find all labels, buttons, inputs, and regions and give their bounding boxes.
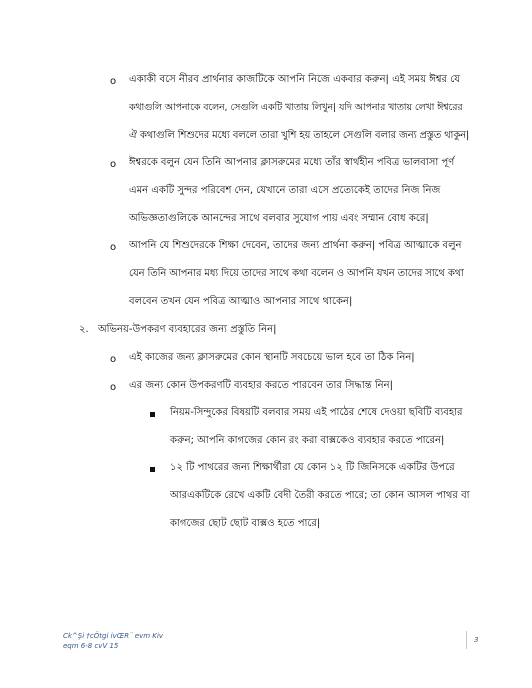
section-number: ২.: [79, 324, 89, 335]
paragraph-line: এই কাজের জন্য ক্লাসরুমের কোন স্থানটি সবচেয়ে ভাল হবে তা ঠিক নিন|: [129, 352, 415, 363]
paragraph-line: ১২ টি পাথরের জন্য শিক্ষার্থীরা যে কোন ১২ টি জিনিসকে একটির উপরে: [170, 462, 455, 473]
paragraph-line: যেন তিনি আপনার মধ্য দিয়ে তাদের সাথে কথা বলেন ও আপনি যখন তাদের সাথে কথা: [129, 268, 464, 279]
square-bullet: [150, 467, 155, 472]
paragraph-line: একাকী বসে নীরব প্রার্থনার কাজটিকে আপনি নিজে একবার করুন| এই সময় ঈশ্বর যে: [129, 74, 461, 85]
bullet-marker: o: [110, 354, 117, 365]
paragraph-line: নিয়ম-সিন্দুকের বিষয়টি বলবার সময় এই পাঠের শেষে দেওয়া ছবিটি ব্যবহার: [170, 407, 463, 418]
paragraph-line: আরএকটিকে রেখে একটি বেদী তৈরী করতে পারে; তা কোন আসল পাথর বা: [170, 490, 470, 501]
bullet-marker: o: [110, 76, 117, 87]
footer-subtitle: eqm 6-8 cvV 15: [63, 642, 119, 650]
paragraph-line: বলবেন তখন যেন পবিত্র আত্মাও আপনার সাথে থাকেন|: [129, 296, 353, 307]
paragraph-line: এর জন্য কোন উপকরণটি ব্যবহার করতে পারবেন তার সিদ্ধান্ত নিন|: [129, 380, 393, 391]
bullet-marker: o: [110, 159, 117, 170]
section-heading: অভিনয়-উপকরণ ব্যবহারের জন্য প্রস্তুতি নিন|: [98, 324, 277, 335]
paragraph-line: ঈশ্বরকে বলুন যেন তিনি আপনার ক্লাসরুমের মধ্যে তাঁর স্বার্থহীন পবিত্র ভালবাসা পূর্ণ: [129, 157, 455, 168]
square-bullet: [150, 412, 155, 417]
bullet-marker: o: [110, 382, 117, 393]
footer-divider: [466, 631, 467, 649]
paragraph-line: করুন; আপনি কাগজের কোন রং করা বাক্সকেও ব্যবহার করতে পারেন|: [170, 435, 445, 446]
paragraph-line: কথাগুলি আপনাকে বলেন, সেগুলি একটি খাতায় লিখুন| যদি আপনার খাতায় লেখা ঈশ্বরের: [129, 102, 463, 113]
paragraph-line: কাগজের ছোট ছোট বাক্সও হতে পারে|: [170, 518, 321, 529]
bullet-marker: o: [110, 242, 117, 253]
paragraph-line: ঐ কথাগুলি শিশুদের মধ্যে বললে তারা খুশি হয় তাহলে সেগুলি বলার জন্য প্রস্তুত থাকুন|: [129, 130, 470, 141]
paragraph-line: এমন একটি সুন্দর পরিবেশ দেন, যেখানে তারা এসে প্রত্যেকেই তাদের নিজ নিজ: [129, 185, 441, 196]
paragraph-line: আপনি যে শিশুদেরকে শিক্ষা দেবেন, তাদের জন্য প্রার্থনা করুন| পবিত্র আত্মাকে বলুন: [129, 240, 462, 251]
paragraph-line: অভিজ্ঞতাগুলিকে আনন্দের সাথে বলবার সুযোগ পায় এবং সম্মান বোধ করে|: [129, 213, 429, 224]
footer-title: Ck^Şi †cÖtgi ivŒR¨ evm Kiv: [63, 632, 163, 640]
page-number: 3: [474, 636, 479, 644]
